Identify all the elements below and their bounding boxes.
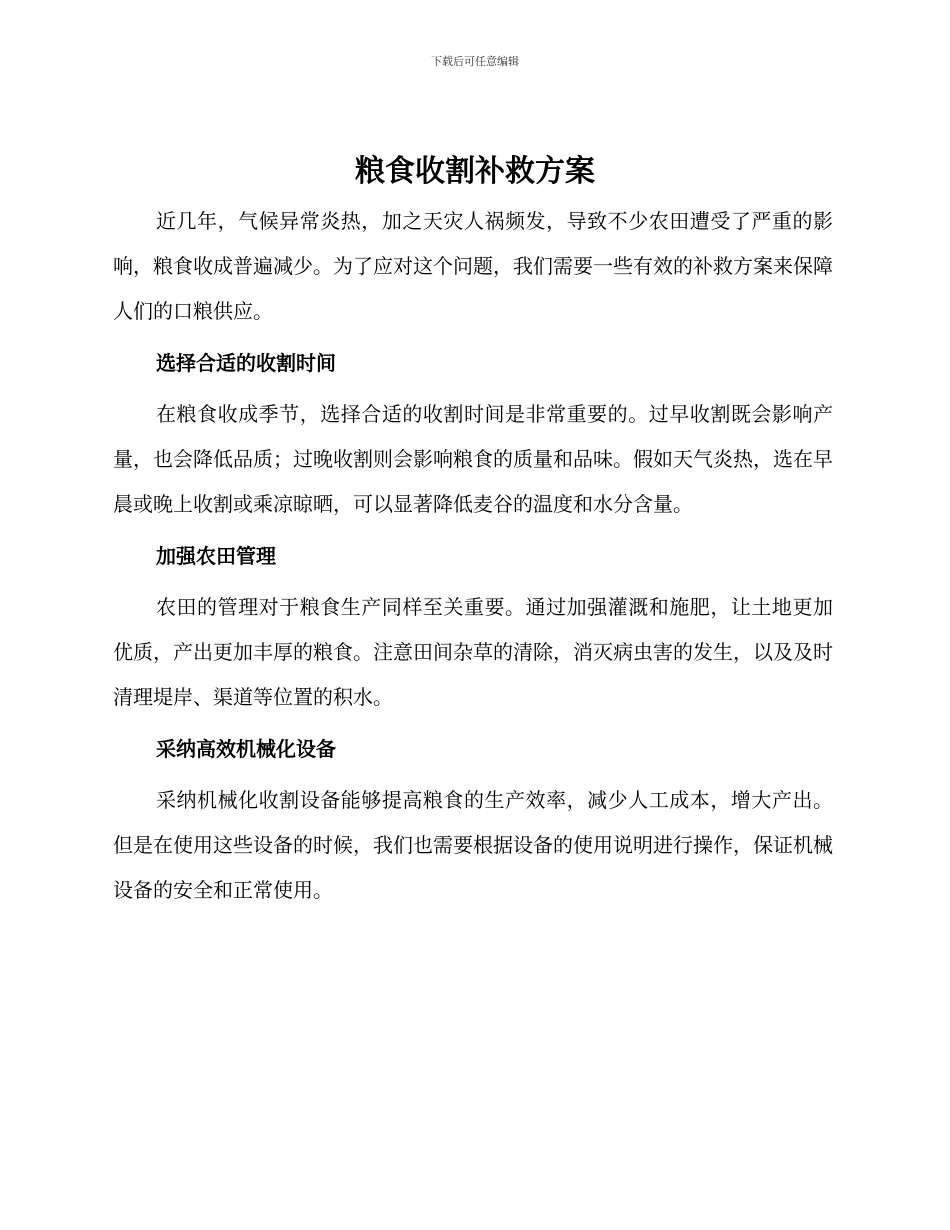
document-body (113, 199, 833, 913)
section-body-harvest-time: 在粮食收成季节，选择合适的收割时间是非常重要的。过早收割既会影响产量，也会降低品质；过晚收割则会影响粮食的质量和品味。假如天气炎热，选在早晨或晚上收割或乘凉晾晒，可以显著降低麦谷的温度和水分含量。 (113, 402, 833, 516)
section-heading-harvest-time: 选择合适的收割时间 (156, 351, 336, 375)
section-body-mechanization: 采纳机械化收割设备能够提高粮食的生产效率，减少人工成本，增大产出。但是在使用这些设备的时候，我们也需要根据设备的使用说明进行操作，保证机械设备的安全和正常使用。 (113, 788, 833, 902)
page-header: 下载后可任意编辑 (431, 55, 519, 68)
section-heading-field-management: 加强农田管理 (156, 544, 276, 568)
section-body-field-management: 农田的管理对于粮食生产同样至关重要。通过加强灌溉和施肥，让土地更加优质，产出更加丰厚的粮食。注意田间杂草的清除，消灭病虫害的发生，以及及时清理堤岸、渠道等位置的积水。 (113, 595, 833, 709)
document-title: 粮食收割补救方案 (355, 154, 595, 189)
intro-paragraph: 近几年，气候异常炎热，加之天灾人祸频发，导致不少农田遭受了严重的影响，粮食收成普遍减少。为了应对这个问题，我们需要一些有效的补救方案来保障人们的口粮供应。 (113, 209, 833, 323)
section-heading-mechanization: 采纳高效机械化设备 (156, 737, 336, 761)
